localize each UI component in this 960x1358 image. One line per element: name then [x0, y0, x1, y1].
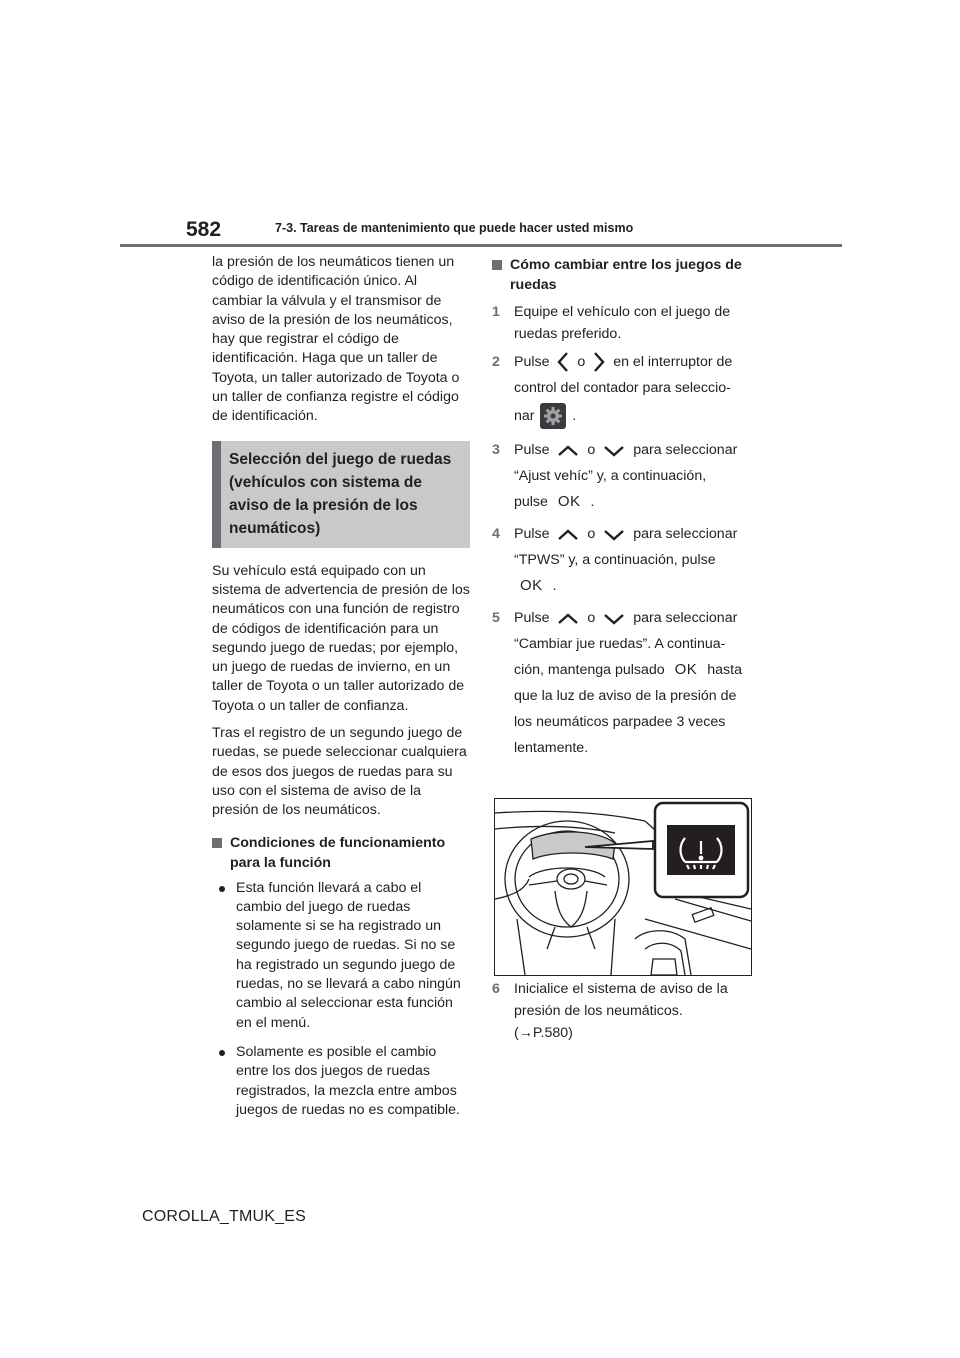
section-header: 7-3. Tareas de mantenimiento que puede hacer usted mismo	[275, 221, 634, 235]
step-number: 3	[492, 442, 500, 459]
step-number: 5	[492, 610, 500, 627]
step-text: los neumáticos parpadee 3 veces	[514, 714, 726, 731]
step-text: Pulse	[514, 526, 550, 543]
dashboard-illustration	[494, 798, 752, 976]
step-text: en el interruptor de	[613, 354, 733, 370]
step-text: “Ajust vehíc” y, a continuación,	[514, 468, 707, 485]
step-number: 6	[492, 981, 500, 997]
step-text: Pulse	[514, 354, 550, 370]
step-text: o	[587, 610, 596, 627]
step-3	[492, 439, 752, 517]
document-code: COROLLA_TMUK_ES	[142, 1208, 306, 1225]
step-number: 2	[492, 354, 500, 370]
list-item-text: Esta función llevará a cabo el cambio del juego de ruedas solamente si se ha registrado un segundo juego de ruedas. Si no se ha registrado un segundo juego de ruedas, no se llevará a cabo ningún cambio al seleccionar esta función en el menú.	[236, 879, 461, 1031]
step-text: .	[590, 494, 595, 511]
step-text: .	[572, 408, 577, 424]
conditions-heading	[212, 833, 470, 873]
step-4	[492, 523, 752, 601]
step-text: presión de los neumáticos.	[514, 1003, 683, 1019]
step-text: “TPWS” y, a continuación, pulse	[514, 552, 716, 569]
list-item	[212, 1043, 470, 1120]
dashboard-drawing	[495, 799, 751, 975]
list-item-text: Solamente es posible el cambio entre los dos juegos de ruedas registrados, la mezcla entre ambos juegos de ruedas no es compatible.	[236, 1043, 460, 1118]
chevron-left-icon	[557, 351, 569, 373]
left-column	[212, 253, 470, 1130]
step-text: que la luz de aviso de la presión de	[514, 688, 737, 705]
description-paragraph: Su vehículo está equipado con un sistema de advertencia de presión de los neumáticos con una función de registro de códigos de identificación para un segundo juego de ruedas; por ejemplo, un juego de ruedas de invierno, en un taller de Toyota o un taller autorizado de Toyota o un taller de confianza.	[212, 562, 470, 714]
step-text: o	[577, 354, 586, 370]
step-text: lentamente.	[514, 740, 589, 757]
step-text: pulse	[514, 494, 548, 511]
step-text: o	[587, 526, 596, 543]
section-title-box	[212, 441, 470, 548]
step-text: “Cambiar jue ruedas”. A continua-	[514, 636, 726, 653]
step-2	[492, 351, 752, 433]
conditions-heading-text: Condiciones de funcionamiento para la función	[230, 834, 446, 871]
step-1	[492, 301, 752, 345]
section-title: Selección del juego de ruedas (vehículos con sistema de aviso de la presión de los neumáticos)	[229, 450, 452, 537]
step-text: para seleccionar	[633, 442, 738, 459]
step-5	[492, 607, 752, 763]
step-number: 1	[492, 304, 500, 320]
bullet-dot-icon	[219, 886, 225, 892]
chevron-right-icon	[593, 351, 605, 373]
step-text: para seleccionar	[633, 610, 738, 627]
step-text: nar	[514, 408, 535, 424]
change-wheels-heading	[492, 255, 752, 295]
step-text: ción, mantenga pulsado	[514, 662, 665, 679]
right-column-continued	[492, 974, 752, 1050]
square-bullet-icon	[212, 838, 222, 848]
ok-icon: OK	[557, 493, 581, 511]
gear-icon	[540, 403, 566, 429]
bullet-dot-icon	[219, 1050, 225, 1056]
chevron-down-icon	[603, 445, 625, 457]
step-text: Pulse	[514, 610, 550, 627]
step-text: .	[552, 578, 557, 595]
step-text: control del contador para seleccio-	[514, 380, 731, 397]
page-number: 582	[186, 218, 222, 241]
page-reference: (→P.580)	[514, 1025, 573, 1041]
ok-icon: OK	[520, 577, 543, 595]
chevron-up-icon	[557, 529, 579, 541]
square-bullet-icon	[492, 260, 502, 270]
chevron-up-icon	[557, 445, 579, 457]
right-column	[492, 253, 752, 769]
step-text: Pulse	[514, 442, 550, 459]
step-number: 4	[492, 526, 500, 543]
chevron-down-icon	[603, 529, 625, 541]
header-divider	[120, 244, 842, 247]
step-text: Inicialice el sistema de aviso de la	[514, 981, 728, 997]
step-text: para seleccionar	[633, 526, 738, 543]
intro-paragraph: la presión de los neumáticos tienen un código de identificación único. Al cambiar la válvula y el transmisor de aviso de la presión de los neumáticos, hay que registrar el código de identificación. Haga que un taller de Toyota, un taller autorizado de Toyota o un taller de confianza registre el código de identificación.	[212, 254, 460, 425]
ok-icon: OK	[674, 661, 698, 679]
second-set-paragraph: Tras el registro de un segundo juego de ruedas, se puede seleccionar cualquiera de esos dos juegos de ruedas para su uso con el sistema de aviso de la presión de los neumáticos.	[212, 725, 467, 819]
step-6	[492, 978, 752, 1044]
list-item	[212, 879, 470, 1033]
change-wheels-heading-text: Cómo cambiar entre los juegos de ruedas	[510, 257, 742, 293]
step-text: o	[587, 442, 596, 459]
step-text: hasta	[707, 662, 742, 679]
chevron-up-icon	[557, 613, 579, 625]
step-text: Equipe el vehículo con el juego de ruedas preferido.	[514, 304, 731, 342]
chevron-down-icon	[603, 613, 625, 625]
